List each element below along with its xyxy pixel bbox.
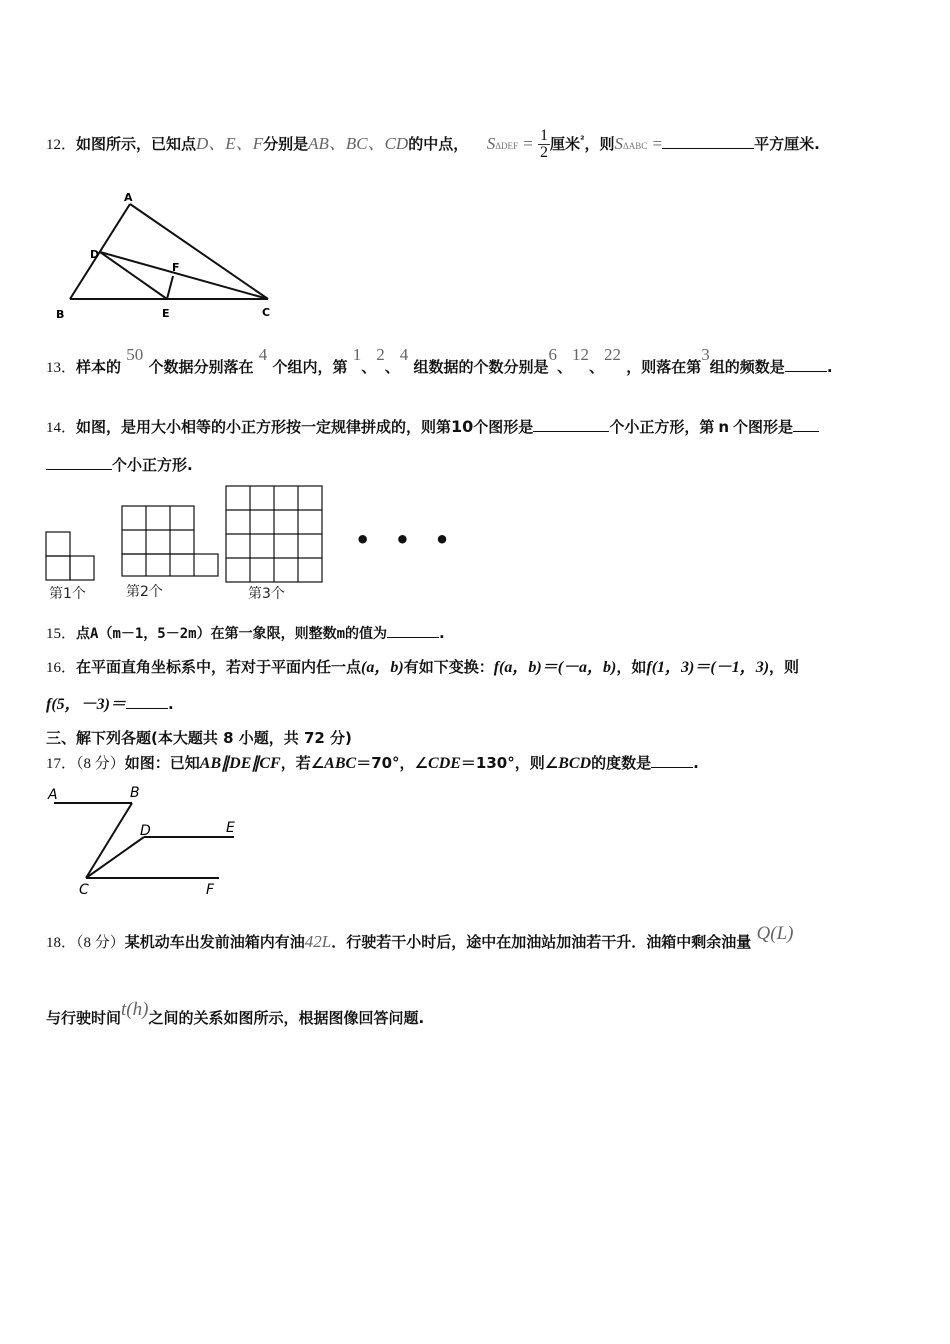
q12-text-1: 如图所示，已知点	[76, 135, 197, 153]
q14-label-1: 第1个	[49, 586, 86, 602]
q18-score: （8 分）	[76, 935, 125, 951]
pattern-1	[46, 532, 94, 580]
q15-number: 15．	[46, 626, 77, 642]
q13-sep-2: 、	[384, 358, 400, 376]
line-bc	[86, 803, 132, 878]
q18-t-variable: t(h)	[121, 999, 149, 1020]
q13-number: 13．	[46, 360, 77, 376]
q12-equals: =	[523, 134, 533, 153]
q13-text-5: ，则落在第	[626, 358, 702, 376]
q14-answer-blank-1[interactable]	[533, 417, 609, 432]
q14-answer-blank-2a[interactable]	[793, 417, 819, 432]
q16-text-4: ，则	[769, 658, 800, 676]
label-e: E	[162, 307, 170, 320]
q14-answer-blank-2b[interactable]	[46, 455, 112, 470]
segment-ef	[167, 276, 173, 299]
q16-line-2	[46, 694, 174, 715]
q18-text-2: ．行驶若干小时后，途中在加油站加油若干升．油箱中剩余油量	[331, 933, 752, 951]
q12-segments: AB、BC、CD	[308, 134, 409, 153]
q13-sep-1: 、	[361, 358, 377, 376]
q16-end: .	[168, 695, 174, 713]
q12-unit: 厘米	[550, 135, 581, 153]
q14-line-2	[46, 455, 193, 475]
segment-ab	[70, 204, 130, 299]
q12-fraction: $\frac{1}{2}$	[540, 127, 549, 161]
q17-line	[46, 753, 699, 774]
q12-answer-blank[interactable]	[662, 134, 754, 149]
label-c: C	[79, 882, 89, 898]
q12-equals-2: =	[652, 134, 663, 153]
q16-text-1: 在平面直角坐标系中，若对于平面内任一点	[76, 658, 362, 676]
q18-text-4: 之间的关系如图所示，根据图像回答问题.	[148, 1009, 425, 1027]
q16-number: 16．	[46, 660, 77, 676]
pattern-2	[122, 506, 218, 576]
q14-line-1	[46, 417, 819, 438]
label-f: F	[206, 882, 215, 898]
q17-number: 17．	[46, 756, 77, 772]
q14-label-2: 第2个	[126, 584, 163, 600]
label-e: E	[226, 820, 235, 836]
q17-score: （8 分）	[76, 756, 125, 772]
q13-text-2: 个数据分别落在	[148, 358, 254, 376]
label-d: D	[140, 823, 151, 839]
q18-line-1	[46, 923, 794, 953]
section-3-title: 三、解下列各题(本大题共 8 小题，共 72 分)	[46, 729, 352, 747]
q13-text-1: 样本的	[76, 358, 122, 376]
q13-sep-3: 、	[557, 358, 573, 376]
q17-angle-bcd: BCD	[558, 755, 592, 772]
q14-text-3: 个小正方形，第	[609, 418, 715, 436]
q13-answer-blank[interactable]	[785, 357, 827, 372]
q13-line	[46, 345, 833, 378]
q12-line	[46, 128, 820, 161]
q15-end: .	[439, 624, 445, 642]
q18-q-variable: Q(L)	[756, 923, 794, 944]
label-c: C	[262, 306, 271, 319]
q16-example: f(1，3)＝(－1，3)	[646, 659, 770, 676]
q18-text-3: 与行驶时间	[46, 1009, 122, 1027]
segment-ac	[130, 204, 268, 299]
q13-end: .	[826, 358, 833, 376]
q16-text-2: 有如下变换：	[403, 658, 494, 676]
q14-nn: n	[718, 418, 730, 436]
q14-text-1: 如图，是用大小相等的小正方形按一定规律拼成的，则第	[76, 418, 452, 436]
q13-count-2: 12	[572, 345, 590, 364]
q16-question: f(5，－3)＝	[46, 696, 126, 713]
q13-sample-size: 50	[126, 345, 144, 364]
q17-text-3: ＝70°，∠	[356, 754, 429, 772]
q12-triangle-figure	[50, 188, 280, 323]
q13-group-4: 4	[399, 345, 409, 364]
q14-number: 14．	[46, 420, 77, 436]
q12-points: D、E、F	[196, 134, 264, 153]
q16-answer-blank[interactable]	[126, 694, 168, 709]
q15-text: 点A（m－1，5－2m）在第一象限，则整数m的值为	[76, 626, 388, 642]
q12-area-def: SΔDEF	[486, 134, 518, 153]
q17-answer-blank[interactable]	[651, 753, 693, 768]
q16-rule: f(a，b)＝(－a，b)	[493, 659, 617, 676]
q14-label-3: 第3个	[248, 586, 285, 602]
q13-sep-4: 、	[589, 358, 605, 376]
q16-point: (a，b)	[361, 659, 404, 676]
q18-initial-oil: 42L	[304, 932, 332, 951]
q12-text-3: 的中点，	[408, 135, 469, 153]
q17-text-1: 如图：已知	[124, 754, 200, 772]
q13-group-count: 4	[258, 345, 268, 364]
label-a: A	[48, 787, 58, 803]
q14-text-4: 个图形是	[733, 418, 794, 436]
q13-text-3: 个组内，第	[272, 358, 348, 376]
q15-answer-blank[interactable]	[387, 623, 439, 638]
label-b: B	[130, 785, 140, 801]
q14-n10: 10	[451, 417, 474, 436]
segment-de	[100, 252, 167, 299]
q14-ellipsis: • • •	[355, 526, 458, 554]
label-f: F	[172, 261, 180, 274]
q17-angle-cde: CDE	[428, 755, 461, 772]
q17-end: .	[693, 754, 699, 772]
q13-count-1: 6	[548, 345, 558, 364]
pattern-3	[226, 486, 322, 582]
label-a: A	[124, 191, 133, 204]
q18-number: 18．	[46, 935, 77, 951]
q13-text-6: 组的频数是	[709, 358, 785, 376]
q12-text-5: 平方厘米.	[754, 135, 820, 153]
q13-text-4: 组数据的个数分别是	[413, 358, 549, 376]
q16-text-3: ，如	[616, 658, 647, 676]
q17-parallel-figure	[44, 782, 254, 900]
q12-unit-sup: ²	[580, 135, 585, 146]
q13-group-3: 3	[701, 345, 710, 364]
q12-text-4: ，则	[584, 135, 615, 153]
q17-angle-abc: ABC	[324, 755, 357, 772]
label-d: D	[90, 248, 100, 261]
q16-line-1	[46, 657, 799, 678]
segment-dc	[100, 252, 268, 299]
q14-text-2: 个图形是	[473, 418, 534, 436]
q17-text-5: 的度数是	[591, 754, 652, 772]
q14-text-5: 个小正方形.	[112, 456, 193, 474]
q12-area-abc: SΔABC	[614, 134, 648, 153]
q17-parallel: AB∥DE∥CF	[199, 755, 281, 772]
q12-number: 12．	[46, 137, 77, 153]
q18-line-2	[46, 999, 425, 1028]
q12-text-2: 分别是	[263, 135, 309, 153]
q18-text-1: 某机动车出发前油箱内有油	[124, 933, 305, 951]
q14-square-figure	[44, 484, 334, 604]
q13-count-3: 22	[604, 345, 622, 364]
q17-text-4: ＝130°，则∠	[460, 754, 559, 772]
q13-group-1: 1	[352, 345, 362, 364]
label-b: B	[56, 308, 65, 321]
q17-text-2: ，若∠	[280, 754, 325, 772]
q13-group-2: 2	[376, 345, 385, 364]
line-cd	[86, 837, 144, 878]
q15-line	[46, 623, 445, 644]
